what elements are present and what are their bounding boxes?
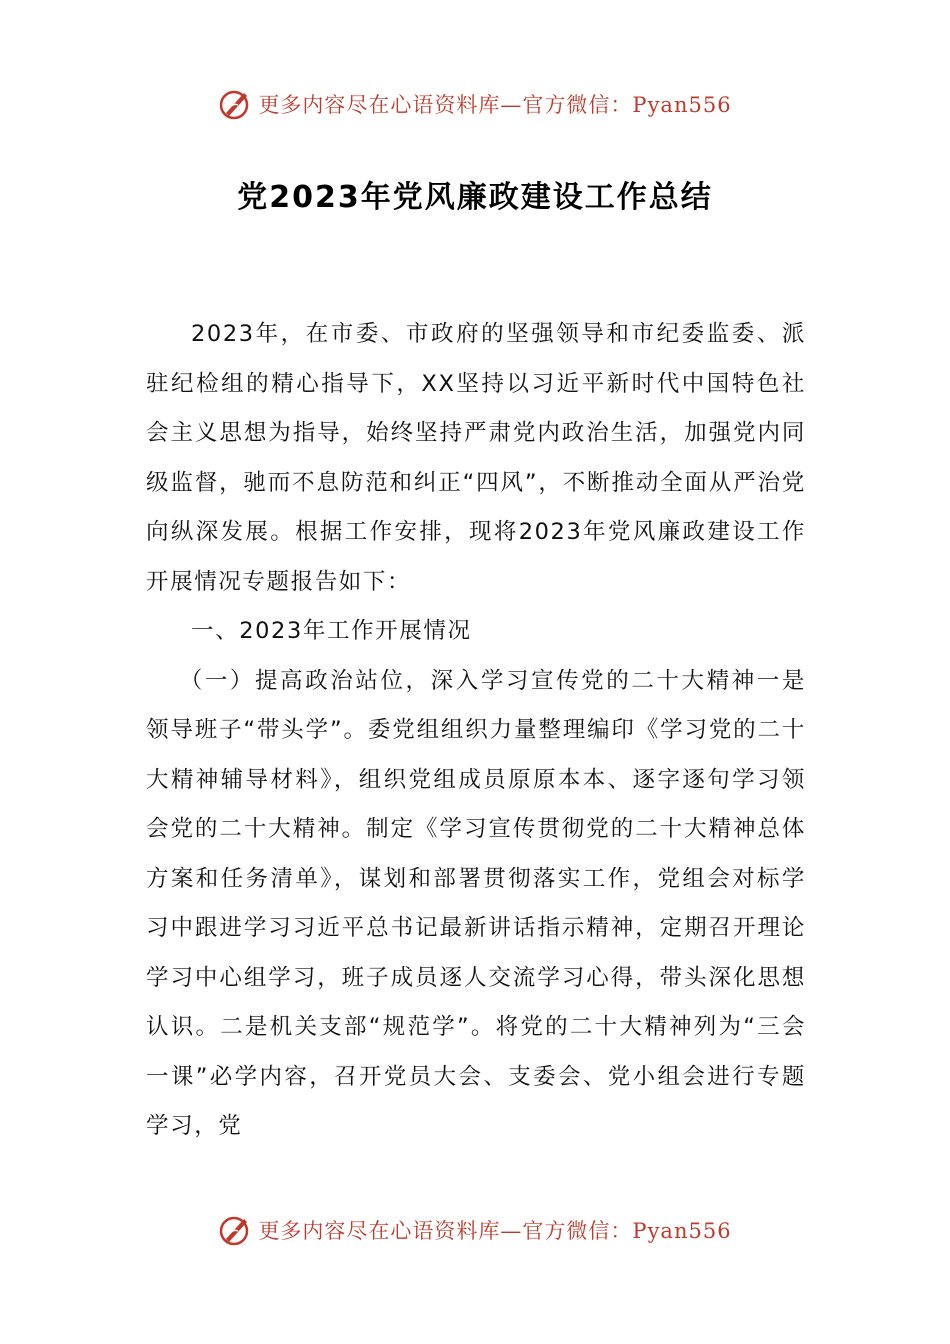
footer-watermark bbox=[0, 1210, 950, 1250]
footer-watermark-text: 更多内容尽在心语资料库—官方微信：Pyan556 bbox=[258, 1219, 732, 1243]
header-watermark-text: 更多内容尽在心语资料库—官方微信：Pyan556 bbox=[258, 93, 732, 117]
header-watermark bbox=[0, 84, 950, 124]
paragraph: 2023年，在市委、市政府的坚强领导和市纪委监委、派驻纪检组的精心指导下，XX坚持以习近平新时代中国特色社会主义思想为指导，始终坚持严肃党内政治生活，加强党内同级监督，驰而不息防范和纠正“四风”，不断推动全面从严治党向纵深发展。根据工作安排，现将2023年党风廉政建设工作开展情况专题报告如下： bbox=[146, 321, 806, 595]
pen-circle-logo-icon bbox=[218, 87, 252, 121]
paragraph: （一）提高政治站位，深入学习宣传党的二十大精神一是领导班子“带头学”。委党组组织力量整理编印《学习党的二十大精神辅导材料》，组织党组成员原原本本、逐字逐句学习领会党的二十大精神。制定《学习宣传贯彻党的二十大精神总体方案和任务清单》，谋划和部署贯彻落实工作，党组会对标学习中跟进学习习近平总书记最新讲话指示精神，定期召开理论学习中心组学习，班子成员逐人交流学习心得，带头深化思想认识。二是机关支部“规范学”。将党的二十大精神列为“三会一课”必学内容，召开党员大会、支委会、党小组会进行专题学习，党 bbox=[146, 667, 806, 1139]
document-title: 党2023年党风廉政建设工作总结 bbox=[237, 180, 713, 215]
document-body bbox=[146, 310, 806, 1152]
pen-circle-logo-icon bbox=[218, 1213, 252, 1247]
section-heading: 一、2023年工作开展情况 bbox=[191, 618, 472, 644]
